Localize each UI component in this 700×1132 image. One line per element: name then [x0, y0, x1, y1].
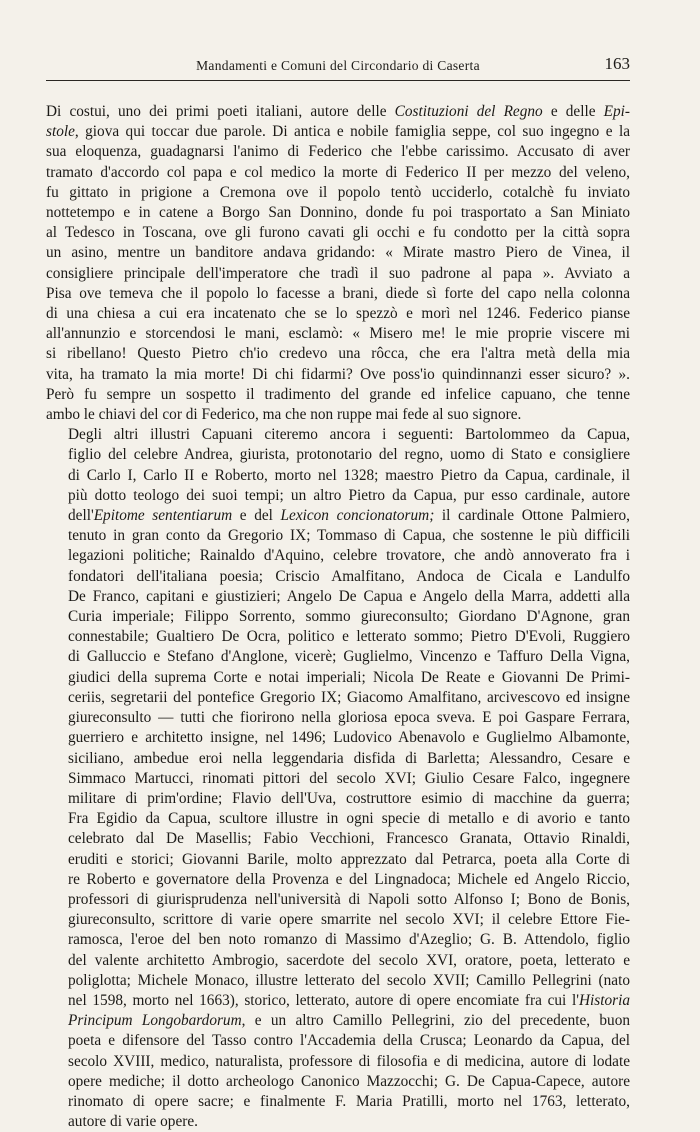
text-line: re Roberto e governatore della Provenza e del Lingnadoca; Michele ed Angelo Riccio,: [68, 870, 630, 888]
text-line: consigliere principale dell'imperatore che tradì il suo padrone al papa ». Avviato a: [46, 264, 630, 282]
text-line: fondatori dell'italiana poesia; Criscio Amalfitano, Andoca de Cicala e Landulfo: [68, 567, 630, 585]
page-number: 163: [604, 54, 630, 73]
text-line: si ribellano! Questo Pietro ch'io credevo una rôcca, che era l'altra metà della mia: [46, 345, 630, 363]
text-line: al Tedesco in Toscana, ove gli furono cavati gli occhi e fu condotto per la città sopra: [46, 224, 630, 242]
text-line: tenuto in gran conto da Gregorio IX; Tommaso di Capua, che sostenne le più difficili: [68, 527, 630, 545]
text-line: Di costui, uno dei primi poeti italiani, autore delle Costituzioni del Regno e delle Epi-: [46, 103, 630, 120]
text-line: siciliano, ambedue eroi nella leggendaria disfida di Barletta; Alessandro, Cesare e: [68, 749, 630, 767]
text-line: sua eloquenza, guadagnarsi l'animo di Federico che l'ebbe carissimo. Accusato di aver: [46, 143, 630, 161]
text-line: dell'Epitome sententiarum e del Lexicon concionatorum; il cardinale Ottone Palmiero,: [68, 507, 631, 525]
text-line: ramosca, l'eroe del ben noto romanzo di Massimo d'Azeglio; G. B. Attendolo, figlio: [68, 931, 630, 949]
text-line: eruditi e storici; Giovanni Barile, molto apprezzato dal Petrarca, poeta alla Corte di: [68, 850, 630, 868]
text-line: stole, giova qui toccar due parole. Di antica e nobile famiglia seppe, col suo ingegno e la: [46, 123, 630, 141]
text-line: professori di giurisprudenza nell'università di Napoli sotto Alfonso I; Bono de Bonis,: [68, 890, 630, 908]
text-line: di Galluccio e Stefano d'Anglone, vicerè; Guglielmo, Vincenzo e Taffuro Della Vigna,: [68, 648, 630, 666]
text-line: De Franco, capitani e giustizieri; Angelo De Capua e Angelo della Marra, addetti alla: [68, 587, 630, 605]
text-line: Però fu sempre un sospetto il tradimento del grande ed infelice capuano, che tenne: [46, 385, 630, 403]
text-line: secolo XVIII, medico, naturalista, professore di filosofia e di medicina, autore di lodate: [68, 1052, 630, 1070]
text-line: un asino, mentre un banditore andava gridando: « Mirate mastro Piero de Vinea, il: [46, 244, 630, 262]
text-line: giudici della suprema Corte e notai imperiali; Nicola De Reate e Giovanni De Primi-: [68, 668, 630, 686]
text-line: figlio del celebre Andrea, giurista, protonotario del regno, uomo di Stato e consigliere: [68, 446, 630, 464]
text-line: poeta e difensore del Tasso contro l'Accademia della Crusca; Leonardo da Capua, del: [68, 1032, 630, 1050]
text-line: rinomato di opere sacre; e finalmente F. Maria Pratilli, morto nel 1763, letterato,: [68, 1092, 630, 1110]
text-line: ceriis, segretarii del pontefice Gregorio IX; Giacomo Amalfitano, arcivescovo ed insigne: [68, 688, 630, 706]
text-line: Pisa ove temeva che il popolo lo facesse a brani, diede sì forte del capo nella colonna: [46, 284, 630, 302]
text-line: ambo le chiavi del cor di Federico, ma che non ruppe mai fede al suo signore.: [46, 406, 522, 424]
text-line: giureconsulto — tutti che fiorirono nella gloriosa epoca sveva. E poi Gaspare Ferrara,: [68, 709, 630, 727]
text-line: nottetempo e in catene a Borgo San Donnino, donde fu poi trasportato a San Miniato: [46, 204, 630, 222]
header-title: Mandamenti e Comuni del Circondario di Caserta: [196, 58, 480, 73]
text-line: legazioni politiche; Rainaldo d'Aquino, celebre trovatore, che andò annoverato fra i: [68, 547, 630, 565]
text-line: tramato d'accordo col papa e col medico la morte di Federico II per mezzo del veleno,: [46, 163, 630, 181]
text-line: fu gittato in prigione a Cremona ove il popolo tentò ucciderlo, cotalchè fu inviato: [46, 183, 630, 201]
text-line: autore di varie opere.: [68, 1113, 198, 1131]
text-line: vita, ha tramato la mia morte! Di chi fidarmi? Ove poss'io quindinnanzi esser sicuro? ».: [46, 365, 630, 383]
text-line: nel 1598, morto nel 1663), storico, letterato, autore di opere encomiate fra cui l'Historia: [68, 991, 630, 1009]
text-line: giureconsulto, scrittore di varie opere smarrite nel secolo XVI; il celebre Ettore Fie-: [68, 911, 630, 929]
text-line: Fra Egidio da Capua, scultore illustre in ogni specie di metallo e di avorio e tanto: [68, 810, 630, 828]
text-line: opere mediche; il dotto archeologo Canonico Mazzocchi; G. De Capua-Capece, autore: [68, 1072, 630, 1090]
text-line: all'annunzio e storcendosi le mani, esclamò: « Misero me! le mie proprie viscere mi: [46, 325, 630, 343]
text-line: di una chiesa a cui era incatenato che se lo spezzò e morì nel 1246. Federico pianse: [46, 305, 630, 323]
text-line: di Carlo I, Carlo II e Roberto, morto nel 1328; maestro Pietro da Capua, cardinale, il: [68, 466, 630, 484]
paragraph: [46, 425, 630, 1132]
text-line: poliglotta; Michele Monaco, illustre letterato del secolo XVII; Camillo Pellegrini (nato: [68, 971, 630, 989]
text-line: del valente architetto Ambrogio, sacerdote del secolo XVI, oratore, poeta, letterato e: [68, 951, 630, 969]
text-line: celebrato dal De Masellis; Fabio Vecchioni, Francesco Granata, Ottavio Rinaldi,: [68, 830, 630, 848]
text-line: Principum Longobardorum, e un altro Camillo Pellegrini, zio del precedente, buon: [68, 1012, 630, 1030]
text-line: guerriero e architetto insigne, nel 1496; Ludovico Abenavolo e Guglielmo Albamonte,: [68, 729, 630, 747]
text-line: Degli altri illustri Capuani citeremo ancora i seguenti: Bartolommeo da Capua,: [68, 426, 630, 444]
running-header: [46, 54, 630, 81]
text-line: Curia imperiale; Filippo Sorrento, sommo giureconsulto; Giordano D'Agnone, gran: [68, 608, 630, 626]
text-line: connestabile; Gualtiero De Ocra, politico e letterato sommo; Pietro D'Evoli, Ruggiero: [68, 628, 630, 646]
text-line: Simmaco Martucci, rinomati pittori del secolo XVI; Giulio Cesare Falco, ingegnere: [68, 769, 630, 787]
text-line: più dotto teologo dei suoi tempi; un altro Pietro da Capua, pur esso cardinale, autore: [68, 486, 630, 504]
text-line: militare di prim'ordine; Flavio dell'Uva, costruttore esimio di macchine da guerra;: [68, 789, 630, 807]
body-text: [46, 102, 630, 1132]
paragraph: [46, 102, 630, 425]
